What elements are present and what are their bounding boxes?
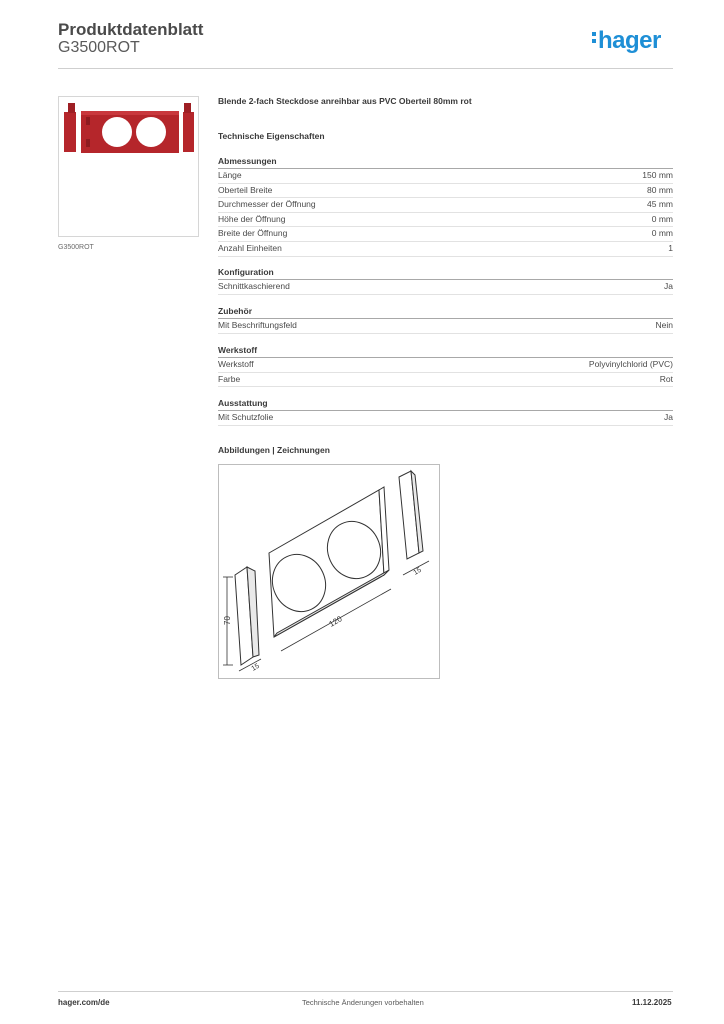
row-label: Mit Beschriftungsfeld [218, 320, 297, 330]
row-value: Ja [664, 281, 673, 291]
table-row [218, 169, 673, 184]
table-row [218, 373, 673, 388]
product-thumbnail-icon [59, 97, 198, 236]
product-image [58, 96, 199, 237]
header-divider [58, 68, 673, 69]
dimension-right-depth-label: 15 [412, 566, 423, 577]
row-label: Anzahl Einheiten [218, 242, 282, 253]
section-title: Werkstoff [218, 345, 673, 358]
logo-dots-icon [592, 29, 597, 46]
row-label: Länge [218, 170, 242, 180]
footer-website: hager.com/de [58, 998, 110, 1007]
section-konfiguration [218, 267, 673, 295]
row-value: Ja [664, 412, 673, 422]
drawings-heading: Abbildungen | Zeichnungen [218, 445, 330, 455]
section-ausstattung [218, 398, 673, 426]
section-title: Konfiguration [218, 267, 673, 280]
footer-divider [58, 991, 673, 992]
dimension-height-label: 70 [223, 616, 232, 625]
table-row [218, 198, 673, 213]
table-row [218, 213, 673, 228]
table-row [218, 358, 673, 373]
technical-drawing [218, 464, 440, 679]
table-row [218, 411, 673, 426]
row-label: Werkstoff [218, 359, 254, 369]
footer-note: Technische Änderungen vorbehalten [302, 998, 424, 1007]
dimension-width-label: 120 [327, 614, 344, 629]
row-label: Farbe [218, 373, 241, 384]
row-value: 0 mm [651, 228, 673, 239]
section-title: Ausstattung [218, 398, 673, 411]
section-title: Zubehör [218, 306, 673, 319]
row-label: Oberteil Breite [218, 184, 273, 195]
row-value: 1 [668, 242, 673, 253]
row-value: 0 mm [651, 213, 673, 224]
logo-text: hager [598, 27, 661, 54]
row-label: Höhe der Öffnung [218, 213, 286, 224]
section-werkstoff [218, 345, 673, 387]
product-code: G3500ROT [58, 39, 140, 56]
table-row [218, 242, 673, 257]
row-value: 150 mm [642, 170, 673, 180]
row-label: Schnittkaschierend [218, 281, 290, 291]
table-row [218, 280, 673, 295]
row-value: Polyvinylchlorid (PVC) [588, 359, 673, 369]
row-value: 80 mm [647, 184, 673, 195]
technical-drawing-icon [219, 465, 439, 678]
section-zubehoer [218, 306, 673, 334]
table-row [218, 184, 673, 199]
product-description: Blende 2-fach Steckdose anreihbar aus PVC Oberteil 80mm rot [218, 96, 472, 106]
row-value: Rot [659, 373, 673, 384]
row-label: Mit Schutzfolie [218, 412, 274, 422]
table-row [218, 319, 673, 334]
table-row [218, 227, 673, 242]
technical-properties-heading: Technische Eigenschaften [218, 131, 325, 141]
dimension-left-depth-label: 15 [250, 662, 261, 673]
row-value: Nein [655, 320, 673, 330]
footer-date: 11.12.2025 [632, 998, 672, 1007]
section-abmessungen [218, 156, 673, 257]
row-label: Durchmesser der Öffnung [218, 199, 316, 210]
product-image-caption: G3500ROT [58, 244, 94, 251]
document-title: Produktdatenblatt [58, 20, 204, 39]
row-label: Breite der Öffnung [218, 228, 288, 239]
row-value: 45 mm [647, 199, 673, 210]
section-title: Abmessungen [218, 156, 673, 169]
hager-logo [592, 27, 661, 55]
